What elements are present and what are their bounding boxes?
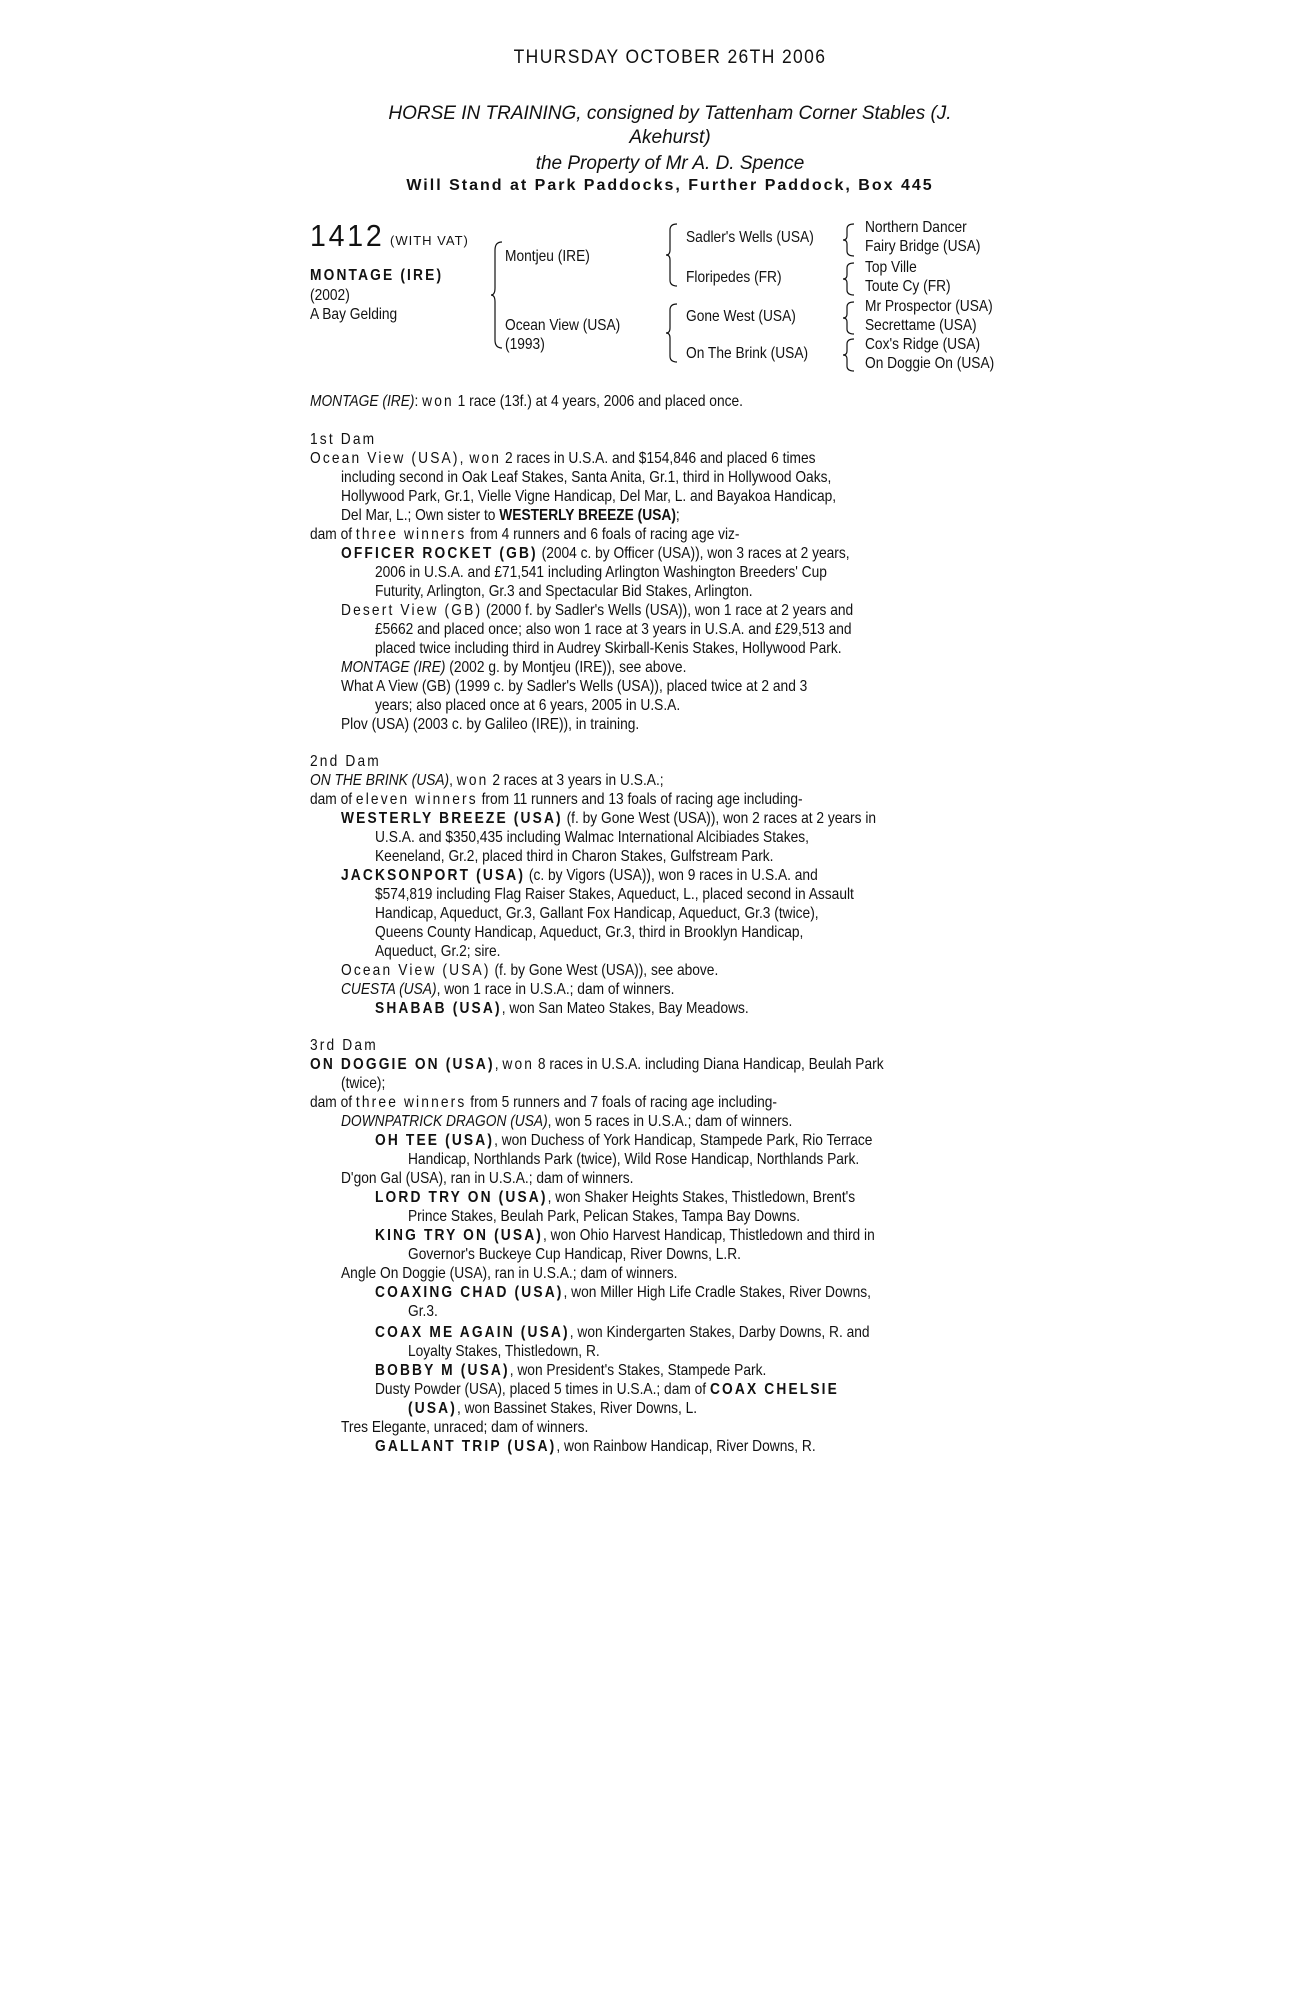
third-dam-heading: 3rd Dam (310, 1037, 378, 1054)
pedigree-brace-4 (842, 222, 856, 258)
progeny-coaxing-chad-2: Gr.3. (408, 1303, 438, 1320)
first-dam-line-5: dam of three winners from 4 runners and 6 foals of racing age viz- (310, 526, 740, 543)
progeny-coaxing-chad: COAXING CHAD (USA), won Miller High Life Cradle Stakes, River Downs, (375, 1284, 871, 1301)
pedigree-g-7: Cox's Ridge (USA) (865, 336, 981, 353)
progeny-coax-me-again: COAX ME AGAIN (USA), won Kindergarten Stakes, Darby Downs, R. and (375, 1324, 870, 1341)
progeny-bobby-m: BOBBY M (USA), won President's Stakes, Stampede Park. (375, 1362, 767, 1379)
pedigree-g-1: Northern Dancer (865, 219, 967, 236)
progeny-westerly-breeze-3: Keeneland, Gr.2, placed third in Charon Stakes, Gulfstream Park. (375, 848, 774, 865)
pedigree-g-6: Secrettame (USA) (865, 317, 977, 334)
pedigree-g-3: Top Ville (865, 259, 917, 276)
pedigree-brace-2 (665, 222, 679, 288)
pedigree-g-8: On Doggie On (USA) (865, 355, 995, 372)
progeny-tres-elegante: Tres Elegante, unraced; dam of winners. (341, 1419, 589, 1436)
second-dam-line-1: ON THE BRINK (USA), won 2 races at 3 years in U.S.A.; (310, 772, 664, 789)
first-dam-line-3: Hollywood Park, Gr.1, Vielle Vigne Handicap, Del Mar, L. and Bayakoa Handicap, (341, 488, 837, 505)
pedigree-brace-1 (490, 240, 504, 350)
progeny-westerly-breeze: WESTERLY BREEZE (USA) (f. by Gone West (USA)), won 2 races at 2 years in (341, 810, 877, 827)
consignment-line-2: Akehurst) (629, 127, 711, 148)
pedigree-brace-7 (842, 337, 856, 373)
progeny-angle-on-doggie: Angle On Doggie (USA), ran in U.S.A.; dam of winners. (341, 1265, 678, 1282)
progeny-what-a-view: What A View (GB) (1999 c. by Sadler's Wells (USA)), placed twice at 2 and 3 (341, 678, 808, 695)
progeny-downpatrick-dragon: DOWNPATRICK DRAGON (USA), won 5 races in U.S.A.; dam of winners. (341, 1113, 793, 1130)
progeny-dusty-powder-2: (USA), won Bassinet Stakes, River Downs, L. (408, 1400, 698, 1417)
progeny-coax-me-again-2: Loyalty Stakes, Thistledown, R. (408, 1343, 600, 1360)
pedigree-g-4: Toute Cy (FR) (865, 278, 951, 295)
stand-line: Will Stand at Park Paddocks, Further Paddock, Box 445 (406, 177, 934, 194)
progeny-lord-try-on: LORD TRY ON (USA), won Shaker Heights Stakes, Thistledown, Brent's (375, 1189, 856, 1206)
progeny-officer-rocket-3: Futurity, Arlington, Gr.3 and Spectacular Bid Stakes, Arlington. (375, 583, 753, 600)
progeny-jacksonport-4: Queens County Handicap, Aqueduct, Gr.3, third in Brooklyn Handicap, (375, 924, 804, 941)
third-dam-line-2: (twice); (341, 1075, 386, 1092)
vat-note: (WITH VAT) (390, 233, 469, 248)
progeny-ocean-view: Ocean View (USA) (f. by Gone West (USA)), see above. (341, 962, 719, 979)
pedigree-dam: Ocean View (USA) (505, 317, 621, 334)
progeny-king-try-on: KING TRY ON (USA), won Ohio Harvest Handicap, Thistledown and third in (375, 1227, 875, 1244)
progeny-jacksonport: JACKSONPORT (USA) (c. by Vigors (USA)), won 9 races in U.S.A. and (341, 867, 818, 884)
progeny-oh-tee: OH TEE (USA), won Duchess of York Handicap, Stampede Park, Rio Terrace (375, 1132, 873, 1149)
first-dam-line-4: Del Mar, L.; Own sister to WESTERLY BREEZE (USA); (341, 507, 680, 524)
pedigree-g-2: Fairy Bridge (USA) (865, 238, 981, 255)
progeny-shabab: SHABAB (USA), won San Mateo Stakes, Bay Meadows. (375, 1000, 749, 1017)
progeny-dgon-gal: D'gon Gal (USA), ran in U.S.A.; dam of winners. (341, 1170, 634, 1187)
progeny-jacksonport-3: Handicap, Aqueduct, Gr.3, Gallant Fox Handicap, Aqueduct, Gr.3 (twice), (375, 905, 819, 922)
second-dam-line-2: dam of eleven winners from 11 runners and 13 foals of racing age including- (310, 791, 803, 808)
progeny-desert-view: Desert View (GB) (2000 f. by Sadler's Wells (USA)), won 1 race at 2 years and (341, 602, 854, 619)
horse-name: MONTAGE (IRE) (310, 267, 444, 284)
third-dam-line-1: ON DOGGIE ON (USA), won 8 races in U.S.A. including Diana Handicap, Beulah Park (310, 1056, 884, 1073)
progeny-westerly-breeze-2: U.S.A. and $350,435 including Walmac International Alcibiades Stakes, (375, 829, 809, 846)
consignment-line (310, 102, 1030, 150)
pedigree-g-5: Mr Prospector (USA) (865, 298, 993, 315)
pedigree-sire-dam: Floripedes (FR) (686, 269, 782, 286)
pedigree-brace-3 (665, 302, 679, 364)
pedigree-brace-6 (842, 300, 856, 336)
progeny-dusty-powder: Dusty Powder (USA), placed 5 times in U.S.A.; dam of COAX CHELSIE (375, 1381, 839, 1398)
sale-date: THURSDAY OCTOBER 26TH 2006 (513, 47, 827, 68)
pedigree-sire-sire: Sadler's Wells (USA) (686, 229, 814, 246)
consignment-line-1: HORSE IN TRAINING, consigned by Tattenham Corner Stables (J. (388, 103, 952, 124)
progeny-montage: MONTAGE (IRE) (2002 g. by Montjeu (IRE)), see above. (341, 659, 687, 676)
progeny-officer-rocket-2: 2006 in U.S.A. and £71,541 including Arlington Washington Breeders' Cup (375, 564, 827, 581)
progeny-plov: Plov (USA) (2003 c. by Galileo (IRE)), in training. (341, 716, 640, 733)
progeny-oh-tee-2: Handicap, Northlands Park (twice), Wild Rose Handicap, Northlands Park. (408, 1151, 860, 1168)
pedigree-dam-sire: Gone West (USA) (686, 308, 796, 325)
pedigree-dam-year: (1993) (505, 336, 545, 353)
property-line: the Property of Mr A. D. Spence (535, 153, 805, 174)
horse-description: A Bay Gelding (310, 306, 398, 323)
pedigree-sire: Montjeu (IRE) (505, 248, 590, 265)
first-dam-line-2: including second in Oak Leaf Stakes, Santa Anita, Gr.1, third in Hollywood Oaks, (341, 469, 832, 486)
pedigree-dam-dam: On The Brink (USA) (686, 345, 809, 362)
progeny-gallant-trip: GALLANT TRIP (USA), won Rainbow Handicap, River Downs, R. (375, 1438, 816, 1455)
first-dam-heading: 1st Dam (310, 431, 377, 448)
progeny-king-try-on-2: Governor's Buckeye Cup Handicap, River Downs, L.R. (408, 1246, 742, 1263)
third-dam-line-3: dam of three winners from 5 runners and 7 foals of racing age including- (310, 1094, 777, 1111)
progeny-officer-rocket: OFFICER ROCKET (GB) (2004 c. by Officer (USA)), won 3 races at 2 years, (341, 545, 850, 562)
progeny-jacksonport-2: $574,819 including Flag Raiser Stakes, Aqueduct, L., placed second in Assault (375, 886, 854, 903)
progeny-lord-try-on-2: Prince Stakes, Beulah Park, Pelican Stakes, Tampa Bay Downs. (408, 1208, 801, 1225)
horse-year: (2002) (310, 287, 350, 304)
second-dam-heading: 2nd Dam (310, 753, 381, 770)
lot-number: 1412 (310, 218, 385, 253)
progeny-desert-view-2: £5662 and placed once; also won 1 race at 3 years in U.S.A. and £29,513 and (375, 621, 852, 638)
progeny-cuesta: CUESTA (USA), won 1 race in U.S.A.; dam of winners. (341, 981, 675, 998)
summary-line: MONTAGE (IRE): won 1 race (13f.) at 4 years, 2006 and placed once. (310, 393, 743, 410)
progeny-jacksonport-5: Aqueduct, Gr.2; sire. (375, 943, 501, 960)
progeny-desert-view-3: placed twice including third in Audrey Skirball-Kenis Stakes, Hollywood Park. (375, 640, 842, 657)
progeny-what-a-view-2: years; also placed once at 6 years, 2005 in U.S.A. (375, 697, 681, 714)
pedigree-brace-5 (842, 261, 856, 297)
first-dam-line-1: Ocean View (USA), won 2 races in U.S.A. and $154,846 and placed 6 times (310, 450, 816, 467)
